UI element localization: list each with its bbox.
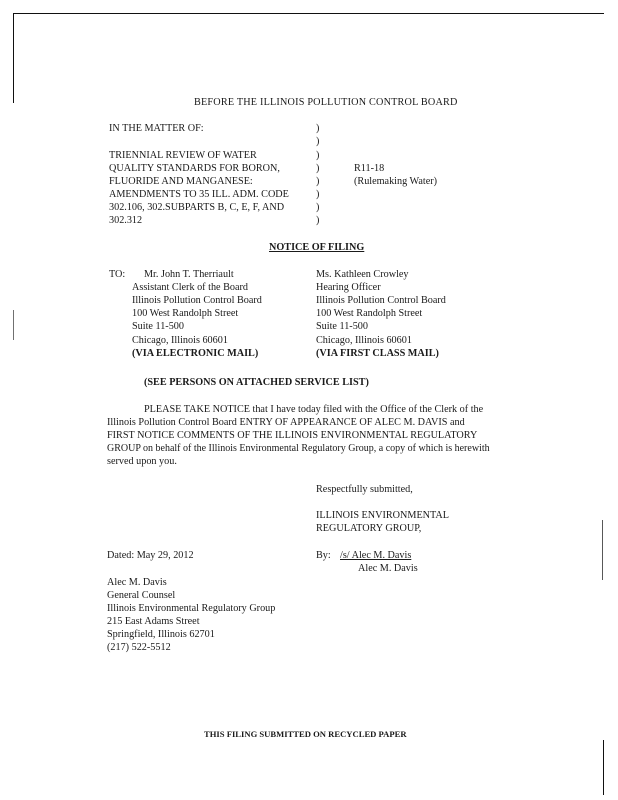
recipient-left-street: 100 West Randolph Street (132, 308, 239, 319)
caption-paren: ) (316, 215, 320, 226)
recipient-left-suite: Suite 11-500 (132, 321, 184, 332)
counsel-line-1: Alec M. Davis (107, 577, 167, 588)
caption-matter-label: IN THE MATTER OF: (109, 123, 204, 134)
docket-type: (Rulemaking Water) (354, 176, 438, 187)
recipient-left-org: Illinois Pollution Control Board (132, 295, 262, 306)
body-line-5: served upon you. (107, 456, 177, 467)
body-line-4: GROUP on behalf of the Illinois Environmental Regulatory Group, a copy of which is herewith (107, 443, 490, 454)
recipient-left-name: Mr. John T. Therriault (144, 269, 234, 280)
signer-name: Alec M. Davis (358, 563, 418, 574)
body-line-1: PLEASE TAKE NOTICE that I have today filed with the Office of the Clerk of the (144, 404, 484, 415)
scan-border-right-lower (603, 740, 604, 795)
scan-border-top (14, 13, 604, 14)
counsel-line-3: Illinois Environmental Regulatory Group (107, 603, 276, 614)
recipient-right-city: Chicago, Illinois 60601 (316, 335, 412, 346)
recipient-left-title: Assistant Clerk of the Board (132, 282, 249, 293)
board-heading: BEFORE THE ILLINOIS POLLUTION CONTROL BOARD (194, 97, 458, 108)
recipient-right-name: Ms. Kathleen Crowley (316, 269, 409, 280)
to-label: TO: (109, 269, 126, 280)
caption-paren: ) (316, 189, 320, 200)
signatory-org-line-1: ILLINOIS ENVIRONMENTAL (316, 510, 450, 521)
caption-line-2: QUALITY STANDARDS FOR BORON, (109, 163, 280, 174)
recipient-right-method: (VIA FIRST CLASS MAIL) (316, 348, 439, 359)
scan-border-left-lower (13, 310, 14, 340)
caption-paren: ) (316, 163, 320, 174)
signatory-org-line-2: REGULATORY GROUP, (316, 523, 422, 534)
recipient-right-suite: Suite 11-500 (316, 321, 368, 332)
caption-paren: ) (316, 176, 320, 187)
caption-line-3: FLUORIDE AND MANGANESE: (109, 176, 253, 187)
body-line-2: Illinois Pollution Control Board ENTRY OF APPEARANCE OF ALEC M. DAVIS and (107, 417, 465, 428)
caption-paren: ) (316, 136, 320, 147)
counsel-line-2: General Counsel (107, 590, 176, 601)
caption-line-6: 302.312 (109, 215, 143, 226)
recipient-right-title: Hearing Officer (316, 282, 381, 293)
recipient-right-street: 100 West Randolph Street (316, 308, 423, 319)
footer-recycled-paper: THIS FILING SUBMITTED ON RECYCLED PAPER (204, 729, 407, 739)
counsel-line-6: (217) 522-5512 (107, 642, 171, 653)
recipient-left-city: Chicago, Illinois 60601 (132, 335, 228, 346)
caption-line-5: 302.106, 302.SUBPARTS B, C, E, F, AND (109, 202, 285, 213)
scan-border-right (602, 520, 603, 580)
signature: /s/ Alec M. Davis (340, 550, 412, 561)
recipient-left-method: (VIA ELECTRONIC MAIL) (132, 348, 259, 359)
caption-paren: ) (316, 150, 320, 161)
counsel-line-4: 215 East Adams Street (107, 616, 200, 627)
notice-title: NOTICE OF FILING (269, 242, 365, 253)
body-line-3: FIRST NOTICE COMMENTS OF THE ILLINOIS ENVIRONMENTAL REGULATORY (107, 430, 478, 441)
scan-border-left (13, 13, 14, 103)
caption-line-1: TRIENNIAL REVIEW OF WATER (109, 150, 257, 161)
counsel-line-5: Springfield, Illinois 62701 (107, 629, 215, 640)
docket-number: R11-18 (354, 163, 385, 174)
service-list-note: (SEE PERSONS ON ATTACHED SERVICE LIST) (144, 377, 369, 388)
by-label: By: (316, 550, 331, 561)
dated: Dated: May 29, 2012 (107, 550, 194, 561)
caption-line-4: AMENDMENTS TO 35 ILL. ADM. CODE (109, 189, 289, 200)
recipient-right-org: Illinois Pollution Control Board (316, 295, 446, 306)
caption-paren: ) (316, 123, 320, 134)
closing: Respectfully submitted, (316, 484, 413, 495)
caption-paren: ) (316, 202, 320, 213)
